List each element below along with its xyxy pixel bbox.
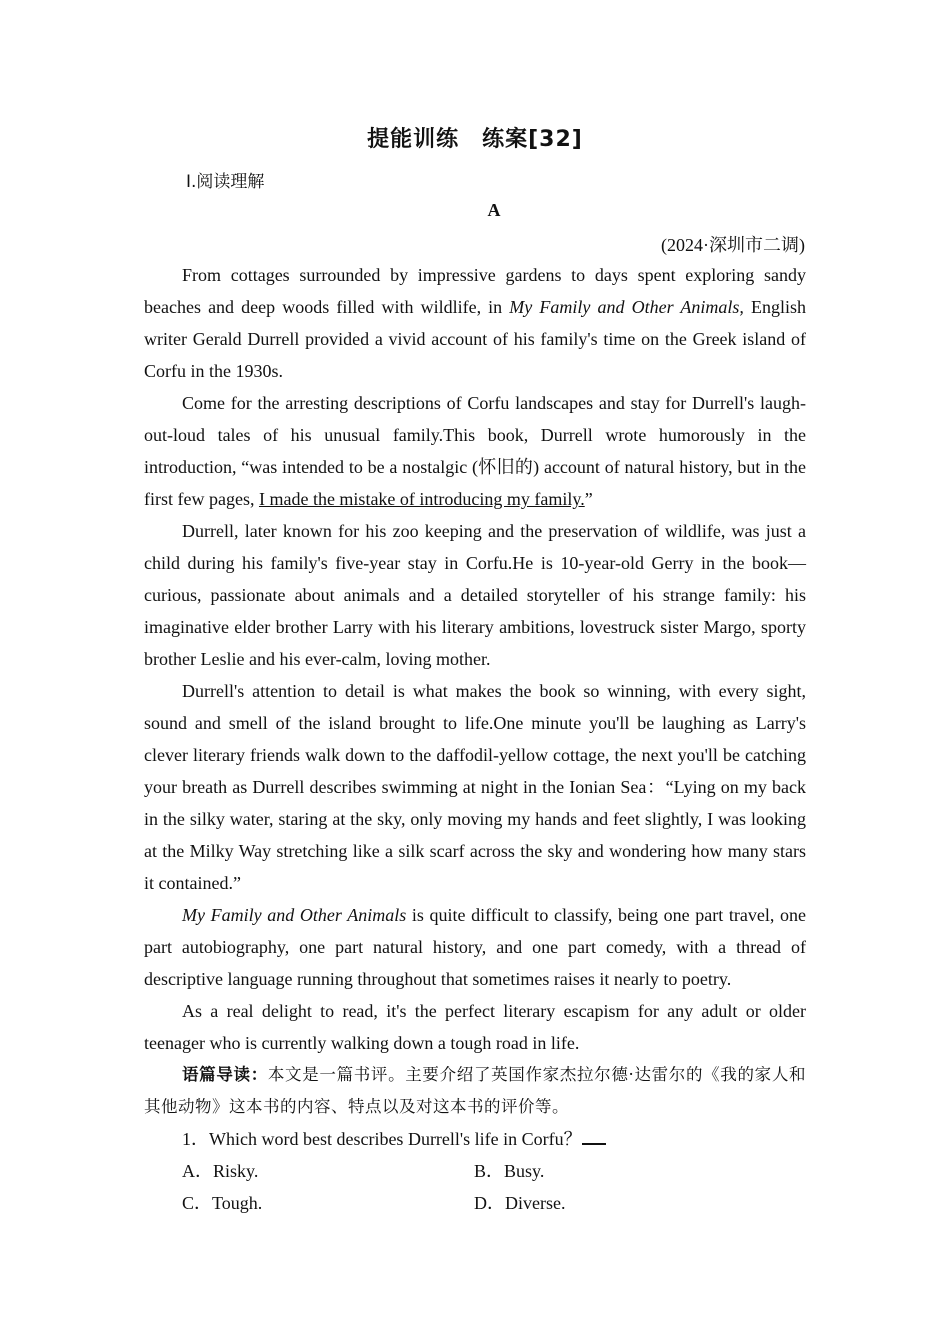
answer-blank[interactable] <box>582 1125 606 1145</box>
option-c[interactable]: C．Tough. <box>182 1193 263 1213</box>
paragraph-2-end: ” <box>584 489 593 509</box>
guide-label: 语篇导读： <box>182 1065 268 1084</box>
page-title: 提能训练 练案[32] <box>367 127 583 152</box>
book-title: My Family and Other Animals, <box>509 297 744 317</box>
book-title-2: My Family and Other Animals <box>182 905 407 925</box>
option-a[interactable]: A．Risky. <box>182 1161 259 1181</box>
paragraph-1 <box>144 259 806 387</box>
passage-body <box>144 259 806 1219</box>
paragraph-1-rest: English writer Gerald Durrell provided a vivid account of his family's time on the Greek island of Corfu in the 1930s. <box>144 297 806 381</box>
options-row-2 <box>144 1187 806 1219</box>
question-stem: 1．Which word best describes Durrell's life in Corfu？ <box>182 1129 582 1149</box>
passage-letter: A <box>487 200 501 220</box>
paragraph-6: As a real delight to read, it's the perfect literary escapism for any adult or older teenager who is currently walking down a tough road in life. <box>144 1001 806 1053</box>
options-row-1 <box>144 1155 806 1187</box>
underlined-sentence: I made the mistake of introducing my family. <box>258 489 585 509</box>
option-b[interactable]: B．Busy. <box>474 1161 545 1181</box>
question-1 <box>144 1123 806 1155</box>
paragraph-4: Durrell's attention to detail is what makes the book so winning, with every sight, sound and smell of the island brought to life.One minute you'll be laughing as Larry's clever literary friends walk down to the daffodil-yellow cottage, the next you'll be catching your breath as Durrell describes swimming at night in the Ionian Sea：“Lying on my back in the silky water, staring at the sky, only moving my hands and feet slightly, I was looking at the Milky Way stretching like a silk scarf across the sky and wondering how many stars it contained.” <box>144 681 806 893</box>
reading-guide <box>144 1059 806 1123</box>
paragraph-1-text: From cottages surrounded by impressive gardens to days spent exploring sandy beaches and deep woods filled with wildlife, in <box>144 265 806 317</box>
option-d[interactable]: D．Diverse. <box>474 1193 566 1213</box>
section-heading: Ⅰ.阅读理解 <box>186 172 265 192</box>
paragraph-3: Durrell, later known for his zoo keeping and the preservation of wildlife, was just a child during his family's five-year stay in Corfu.He is 10-year-old Gerry in the book—curious, passionate about animals and a detailed storyteller of his strange family: his imaginative elder brother Larry with his literary ambitions, lovestruck sister Margo, sporty brother Leslie and his ever-calm, loving mother. <box>144 521 806 669</box>
guide-text: 本文是一篇书评。主要介绍了英国作家杰拉尔德·达雷尔的《我的家人和其他动物》这本书的内容、特点以及对这本书的评价等。 <box>144 1065 807 1116</box>
paragraph-5-text: is quite difficult to classify, being one part travel, one part autobiography, one part natural history, and one part comedy, with a thread of descriptive language running throughout that sometimes raises it nearly to poetry. <box>144 905 806 989</box>
paragraph-5 <box>144 899 806 995</box>
paragraph-2-text: Come for the arresting descriptions of Corfu landscapes and stay for Durrell's laugh-out-loud tales of his unusual family.This book, Durrell wrote humorously in the introduction, “was intended to be a nostalgic (怀旧的) account of natural history, but in the first few pages, <box>144 393 806 509</box>
paragraph-2 <box>144 387 806 515</box>
passage-source: (2024·深圳市二调) <box>661 235 805 255</box>
